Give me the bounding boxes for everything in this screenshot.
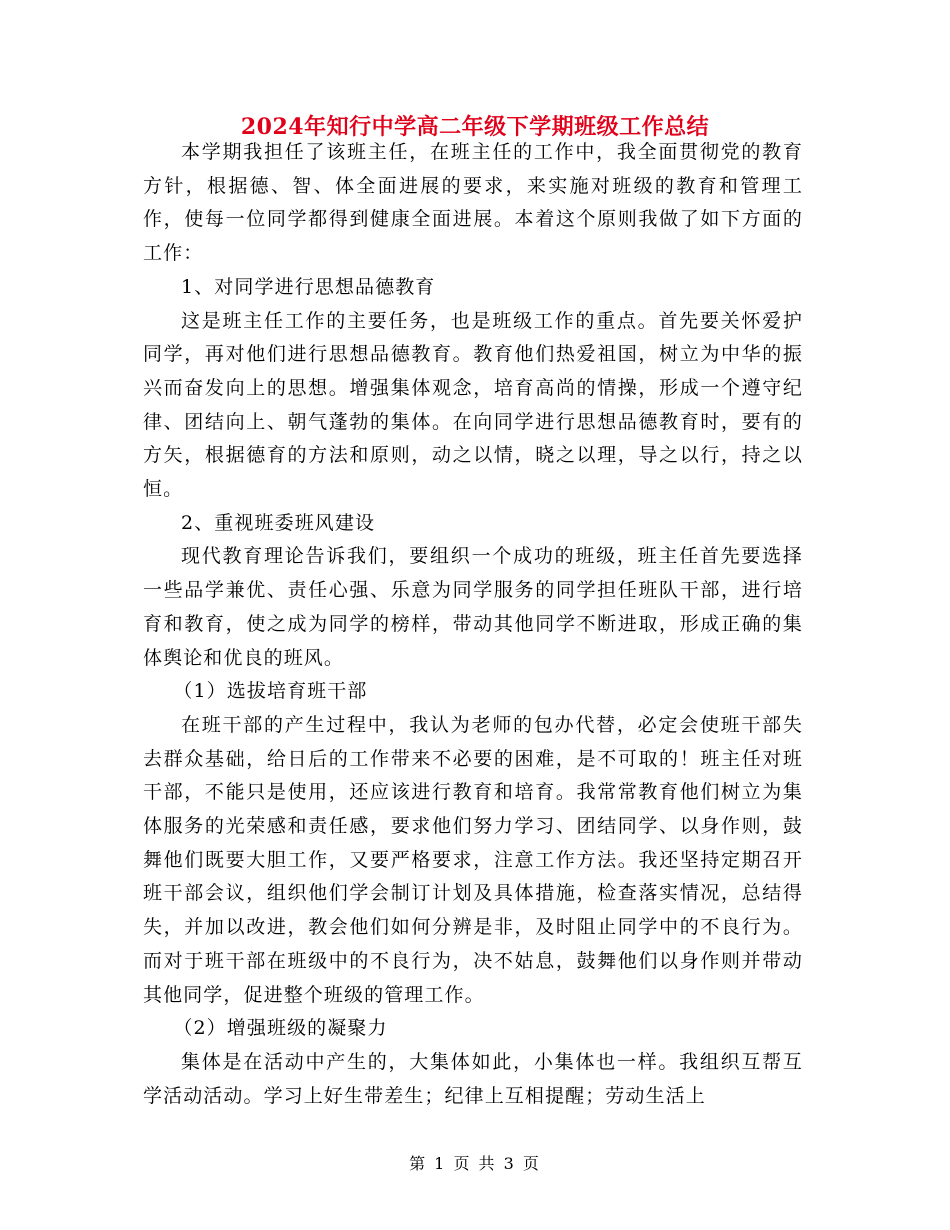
paragraph-intro: 本学期我担任了该班主任，在班主任的工作中，我全面贯彻党的教育方针，根据德、智、体全面进展的要求，来实施对班级的教育和管理工作，使每一位同学都得到健康全面进展。本着这个原则我做了如下方面的工作： — [143, 141, 803, 265]
section-heading-2: 2、重视班委班风建设 — [181, 511, 376, 534]
page-footer: 第 1 页 共 3 页 — [409, 1154, 541, 1173]
paragraph-section-1: 这是班主任工作的主要任务，也是班级工作的重点。首先要关怀爱护同学，再对他们进行思想品德教育。教育他们热爱祖国，树立为中华的振兴而奋发向上的思想。增强集体观念，培育高尚的情操，形成一个遵守纪律、团结向上、朝气蓬勃的集体。在向同学进行思想品德教育时，要有的方矢，根据德育的方法和原则，动之以情，晓之以理，导之以行，持之以恒。 — [143, 309, 803, 501]
paragraph-section-2: 现代教育理论告诉我们，要组织一个成功的班级，班主任首先要选择一些品学兼优、责任心强、乐意为同学服务的同学担任班队干部，进行培育和教育，使之成为同学的榜样，带动其他同学不断进取，形成正确的集体舆论和优良的班风。 — [143, 545, 803, 669]
document-title: 2024年知行中学高二年级下学期班级工作总结 — [240, 114, 710, 140]
document-body — [143, 136, 803, 1113]
paragraph-subsection-1: 在班干部的产生过程中，我认为老师的包办代替，必定会使班干部失去群众基础，给日后的工作带来不必要的困难，是不可取的！班主任对班干部，不能只是使用，还应该进行教育和培育。我常常教育他们树立为集体服务的光荣感和责任感，要求他们努力学习、团结同学、以身作则，鼓舞他们既要大胆工作，又要严格要求，注意工作方法。我还坚持定期召开班干部会议，组织他们学会制订计划及具体措施，检查落实情况，总结得失，并加以改进，教会他们如何分辨是非，及时阻止同学中的不良行为。而对于班干部在班级中的不良行为，决不姑息，鼓舞他们以身作则并带动其他同学，促进整个班级的管理工作。 — [143, 713, 803, 1006]
section-heading-1: 1、对同学进行思想品德教育 — [181, 275, 436, 298]
subsection-heading-2: （2）增强班级的凝聚力 — [173, 1017, 388, 1040]
paragraph-subsection-2: 集体是在活动中产生的，大集体如此，小集体也一样。我组织互帮互学活动活动。学习上好生带差生；纪律上互相提醒；劳动生活上 — [143, 1050, 803, 1107]
subsection-heading-1: （1）选拔培育班干部 — [173, 680, 368, 703]
